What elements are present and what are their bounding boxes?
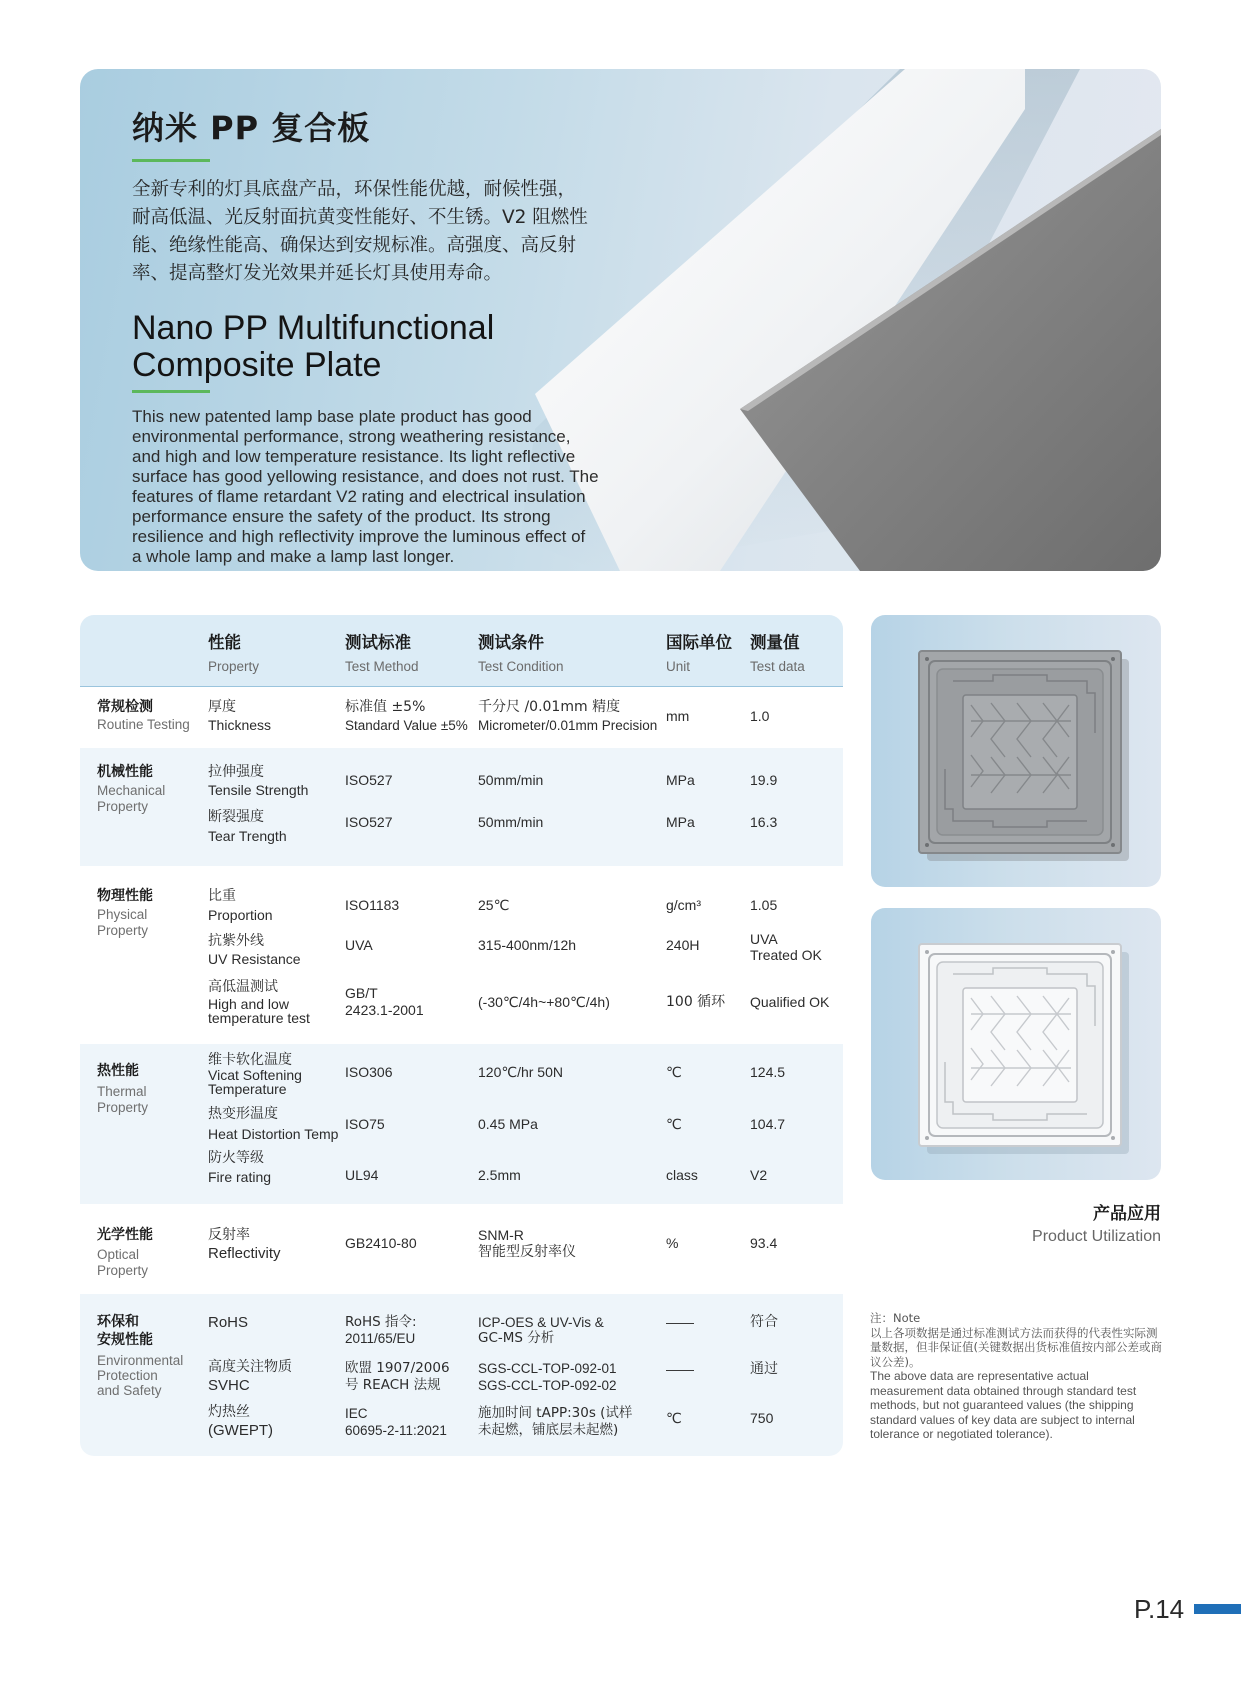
page-accent-bar: [1194, 1604, 1241, 1614]
title-cn: 纳米 PP 复合板: [132, 109, 371, 147]
table-row: 高低温测试: [208, 979, 278, 995]
white-panel-icon: [871, 908, 1161, 1180]
note-en: The above data are representative actual measurement data obtained through standard test methods, but not guaranteed values (the shipping standard values of key data are subject to internal tolerance or negotiated tolerance).: [870, 1369, 1137, 1441]
group-mechanical: 机械性能: [97, 764, 153, 780]
hero-text-block: [132, 103, 652, 567]
header-test-method: 测试标准: [345, 633, 411, 652]
band-environmental: [80, 1294, 843, 1456]
title-underline: [132, 159, 210, 162]
table-row: 灼热丝: [208, 1404, 250, 1420]
product-image-white-panel: [871, 908, 1161, 1180]
table-row: 热变形温度: [208, 1106, 278, 1122]
table-row: 防火等级: [208, 1150, 264, 1166]
group-optical: 光学性能: [97, 1227, 153, 1243]
footnote: [870, 1311, 1162, 1442]
description-cn: 全新专利的灯具底盘产品，环保性能优越，耐候性强， 耐高低温、光反射面抗黄变性能好、不生锈。V2 阻燃性 能、绝缘性能高、确保达到安规标准。高强度、高反射 率、提高整灯发光效果并延长灯具使用寿命。: [132, 179, 588, 284]
utilization-title-cn: 产品应用: [1093, 1204, 1161, 1224]
header-test-condition: 测试条件: [478, 633, 544, 652]
group-routine: 常规检测: [97, 699, 153, 715]
title-en-underline: [132, 390, 210, 393]
gray-panel-icon: [871, 615, 1161, 887]
table-row: 反射率: [208, 1227, 250, 1243]
header-test-data: 测量值: [750, 633, 800, 652]
table-row: 厚度: [208, 699, 236, 715]
band-thermal: [80, 1044, 843, 1204]
note-cn: 以上各项数据是通过标准测试方法而获得的代表性实际测量数据，但非保证值(关键数据出货标准值按内部公差或商议公差)。: [870, 1325, 1162, 1369]
table-row: 高度关注物质: [208, 1359, 292, 1375]
table-row: 断裂强度: [208, 809, 264, 825]
specification-table: 性能 Property 测试标准 Test Method 测试条件 Test Condition 国际单位 Unit 测量值 Test data 常规检测 Routine Testing 厚度 Thickness 标准值 ±5% Standard Value ±5% 千分尺 /0.01mm 精度 Micrometer/0.01mm Precision mm 1.0 机械性能 Mechanical Property 拉伸强度 Tensile Strength ISO527 50mm/min MPa 19.9 断裂强度 Tear Trength ISO527 50mm/min MPa 16.3 物理性能 Physical Property 比重 Proportion ISO1183 25℃ g/cm³ 1.05 抗紫外线 UV Resistance UVA 315-400nm/12h 240H UVA Treated OK 高低温测试 High and low temperature test GB/T 2423.1-2001 (-30℃/4h~+80℃/4h) 100 循环 Qualified OK 热性能 Thermal Property 维卡软化温度 Vicat Softening Temperature ISO306 120℃/hr 50N ℃ 124.5 热变形温度 Heat Distortion Temp ISO75 0.45 MPa ℃ 104.7 防火等级 Fire rating UL94 2.5mm class V2 光学性能 Optical Property 反射率 Reflectivity GB2410-80 SNM-R 智能型反射率仪 % 93.4 环保和 安规性能 Environmental Protection and Safety RoHS RoHS 指令: 2011/65/EU ICP-OES & UV-Vis & GC-MS 分析 —— 符合 高度关注物质 SVHC 欧盟 1907/2006 号 REACH 法规 SGS-CCL-TOP-092-01 SGS-CCL-TOP-092-02 —— 通过 灼热丝 (GWEPT) IEC 60695-2-11:2021 施加时间 tAPP:30s (试样 未起燃，铺底层未起燃) ℃ 750: [80, 615, 843, 1456]
table-row: RoHS: [208, 1314, 249, 1331]
header-property: 性能: [208, 633, 241, 652]
title-en: Nano PP Multifunctional Composite Plate: [132, 309, 495, 384]
table-row: 比重: [208, 888, 236, 904]
hero-banner: [80, 69, 1161, 571]
band-mechanical: [80, 748, 843, 866]
page-number: P.14: [1134, 1594, 1185, 1624]
table-row: 维卡软化温度: [208, 1052, 292, 1068]
description-en: This new patented lamp base plate product has good environmental performance, strong weathering resistance, and high and low temperature resistance. Its light reflective surface has good yellowing resistance, and does not rust. The features of flame retardant V2 rating and electrical insulation performance ensure the safety of the product. Its strong resilience and high reflectivity improve the luminous effect of a whole lamp and make a lamp last longer.: [132, 407, 599, 566]
table-row: 拉伸强度: [208, 764, 264, 780]
utilization-title-en: Product Utilization: [1032, 1228, 1161, 1245]
group-physical: 物理性能: [97, 888, 153, 904]
group-environmental: 环保和: [97, 1314, 139, 1330]
note-label: 注：Note: [870, 1311, 921, 1325]
header-unit: 国际单位: [666, 633, 732, 652]
table-row: 抗紫外线: [208, 933, 264, 949]
product-image-gray-panel: [871, 615, 1161, 887]
group-thermal: 热性能: [97, 1063, 139, 1079]
